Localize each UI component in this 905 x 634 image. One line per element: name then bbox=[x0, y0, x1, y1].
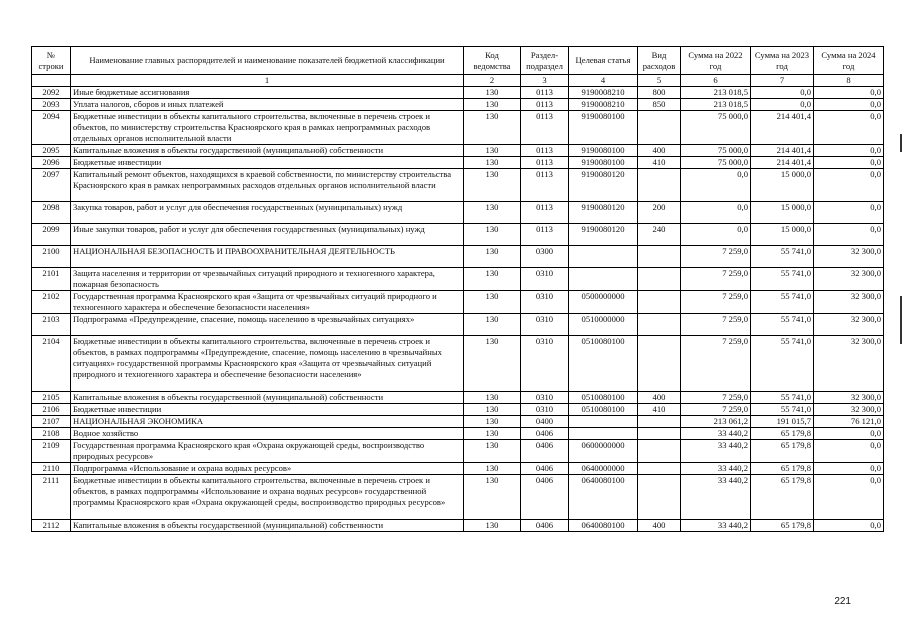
row-name: Бюджетные инвестиции в объекты капитального строительства, включенные в перечень строек и объектов, по министерству строительства Красноярского края в рамках непрограммных расходов отдельных органов исполнительной власти bbox=[71, 111, 464, 145]
header-sum-2024: Сумма на 2024 год bbox=[814, 47, 884, 75]
section-code: 0113 bbox=[521, 111, 569, 145]
row-name: Государственная программа Красноярского края «Защита от чрезвычайных ситуаций природного и техногенного характера и обеспечение безопасности населения» bbox=[71, 291, 464, 314]
row-name: Капитальные вложения в объекты государственной (муниципальной) собственности bbox=[71, 392, 464, 404]
header-department-code: Код ведомства bbox=[464, 47, 521, 75]
section-code: 0400 bbox=[521, 416, 569, 428]
table-row bbox=[32, 475, 884, 520]
section-code: 0300 bbox=[521, 246, 569, 268]
sum-2022: 33 440,2 bbox=[681, 428, 751, 440]
sum-2022: 0,0 bbox=[681, 224, 751, 246]
row-number: 2107 bbox=[32, 416, 71, 428]
row-number: 2111 bbox=[32, 475, 71, 520]
section-code: 0406 bbox=[521, 475, 569, 520]
row-number: 2100 bbox=[32, 246, 71, 268]
page-number: 221 bbox=[834, 596, 851, 607]
department-code: 130 bbox=[464, 404, 521, 416]
table-row bbox=[32, 145, 884, 157]
column-number bbox=[32, 75, 71, 87]
scan-edge-mark bbox=[900, 296, 902, 344]
sum-2024: 0,0 bbox=[814, 169, 884, 202]
row-number: 2112 bbox=[32, 520, 71, 532]
expense-type-code: 400 bbox=[638, 520, 681, 532]
row-name: Защита населения и территории от чрезвычайных ситуаций природного и техногенного характера, пожарная безопасность bbox=[71, 268, 464, 291]
column-number: 3 bbox=[521, 75, 569, 87]
sum-2022: 213 018,5 bbox=[681, 99, 751, 111]
row-name: Бюджетные инвестиции в объекты капитального строительства, включенные в перечень строек и объектов, в рамках подпрограммы «Использование и охрана водных ресурсов» государственной программы Красноярского края «Охрана окружающей среды, воспроизводство природных ресурсов» bbox=[71, 475, 464, 520]
row-name: Бюджетные инвестиции bbox=[71, 404, 464, 416]
sum-2024: 32 300,0 bbox=[814, 392, 884, 404]
row-number: 2105 bbox=[32, 392, 71, 404]
expense-type-code: 800 bbox=[638, 87, 681, 99]
department-code: 130 bbox=[464, 291, 521, 314]
sum-2023: 15 000,0 bbox=[751, 224, 814, 246]
table-row bbox=[32, 246, 884, 268]
sum-2023: 65 179,8 bbox=[751, 440, 814, 463]
expense-type-code: 400 bbox=[638, 145, 681, 157]
row-number: 2108 bbox=[32, 428, 71, 440]
expense-type-code: 240 bbox=[638, 224, 681, 246]
table-row bbox=[32, 336, 884, 392]
row-name: Подпрограмма «Предупреждение, спасение, помощь населению в чрезвычайных ситуациях» bbox=[71, 314, 464, 336]
department-code: 130 bbox=[464, 246, 521, 268]
sum-2023: 65 179,8 bbox=[751, 520, 814, 532]
header-section: Раздел-подраздел bbox=[521, 47, 569, 75]
section-code: 0406 bbox=[521, 428, 569, 440]
sum-2022: 7 259,0 bbox=[681, 246, 751, 268]
row-name: Бюджетные инвестиции в объекты капитального строительства, включенные в перечень строек и объектов, в рамках подпрограммы «Предупреждение, спасение, помощь населению в чрезвычайных ситуациях» государственной программы Красноярского края «Защита от чрезвычайных ситуаций природного и техногенного характера и обеспечение безопасности населения» bbox=[71, 336, 464, 392]
sum-2022: 7 259,0 bbox=[681, 314, 751, 336]
header-sum-2022: Сумма на 2022 год bbox=[681, 47, 751, 75]
table-row bbox=[32, 404, 884, 416]
sum-2024: 0,0 bbox=[814, 440, 884, 463]
sum-2024: 0,0 bbox=[814, 157, 884, 169]
sum-2024: 0,0 bbox=[814, 475, 884, 520]
expense-type-code bbox=[638, 169, 681, 202]
sum-2023: 65 179,8 bbox=[751, 463, 814, 475]
department-code: 130 bbox=[464, 145, 521, 157]
expense-type-code bbox=[638, 246, 681, 268]
row-name: Уплата налогов, сборов и иных платежей bbox=[71, 99, 464, 111]
target-item-code: 9190080100 bbox=[569, 157, 638, 169]
row-name: Подпрограмма «Использование и охрана водных ресурсов» bbox=[71, 463, 464, 475]
row-name: Государственная программа Красноярского края «Охрана окружающей среды, воспроизводство природных ресурсов» bbox=[71, 440, 464, 463]
sum-2022: 213 061,2 bbox=[681, 416, 751, 428]
department-code: 130 bbox=[464, 169, 521, 202]
row-number: 2110 bbox=[32, 463, 71, 475]
table-row bbox=[32, 428, 884, 440]
sum-2022: 75 000,0 bbox=[681, 157, 751, 169]
sum-2024: 0,0 bbox=[814, 520, 884, 532]
expense-type-code bbox=[638, 291, 681, 314]
department-code: 130 bbox=[464, 463, 521, 475]
department-code: 130 bbox=[464, 224, 521, 246]
sum-2022: 7 259,0 bbox=[681, 336, 751, 392]
sum-2022: 33 440,2 bbox=[681, 520, 751, 532]
sum-2023: 15 000,0 bbox=[751, 202, 814, 224]
table-row bbox=[32, 87, 884, 99]
header-sum-2023: Сумма на 2023 год bbox=[751, 47, 814, 75]
sum-2024: 0,0 bbox=[814, 463, 884, 475]
sum-2023: 214 401,4 bbox=[751, 145, 814, 157]
department-code: 130 bbox=[464, 268, 521, 291]
row-name: Капитальный ремонт объектов, находящихся в краевой собственности, по министерству строительства Красноярского края в рамках непрограммных расходов отдельных органов исполнительной власти bbox=[71, 169, 464, 202]
table-row bbox=[32, 314, 884, 336]
target-item-code: 0510080100 bbox=[569, 392, 638, 404]
expense-type-code bbox=[638, 268, 681, 291]
row-number: 2106 bbox=[32, 404, 71, 416]
section-code: 0113 bbox=[521, 157, 569, 169]
row-number: 2094 bbox=[32, 111, 71, 145]
sum-2023: 55 741,0 bbox=[751, 314, 814, 336]
table-row bbox=[32, 111, 884, 145]
sum-2024: 0,0 bbox=[814, 224, 884, 246]
expense-type-code: 200 bbox=[638, 202, 681, 224]
header-expense-type: Вид расходов bbox=[638, 47, 681, 75]
row-name: Иные бюджетные ассигнования bbox=[71, 87, 464, 99]
table-row bbox=[32, 268, 884, 291]
target-item-code: 9190080120 bbox=[569, 169, 638, 202]
table-row bbox=[32, 157, 884, 169]
target-item-code: 9190008210 bbox=[569, 99, 638, 111]
column-numbers-row bbox=[32, 75, 884, 87]
target-item-code: 9190080100 bbox=[569, 145, 638, 157]
sum-2024: 0,0 bbox=[814, 87, 884, 99]
row-number: 2109 bbox=[32, 440, 71, 463]
sum-2023: 55 741,0 bbox=[751, 291, 814, 314]
department-code: 130 bbox=[464, 336, 521, 392]
expense-type-code bbox=[638, 111, 681, 145]
expense-type-code bbox=[638, 314, 681, 336]
row-name: НАЦИОНАЛЬНАЯ ЭКОНОМИКА bbox=[71, 416, 464, 428]
department-code: 130 bbox=[464, 111, 521, 145]
sum-2024: 32 300,0 bbox=[814, 336, 884, 392]
section-code: 0310 bbox=[521, 314, 569, 336]
target-item-code: 0510080100 bbox=[569, 404, 638, 416]
row-name: Водное хозяйство bbox=[71, 428, 464, 440]
target-item-code: 0600000000 bbox=[569, 440, 638, 463]
expense-type-code bbox=[638, 428, 681, 440]
sum-2022: 33 440,2 bbox=[681, 475, 751, 520]
column-number: 7 bbox=[751, 75, 814, 87]
section-code: 0113 bbox=[521, 224, 569, 246]
row-name: Бюджетные инвестиции bbox=[71, 157, 464, 169]
sum-2023: 65 179,8 bbox=[751, 428, 814, 440]
sum-2023: 214 401,4 bbox=[751, 157, 814, 169]
sum-2023: 214 401,4 bbox=[751, 111, 814, 145]
column-number: 1 bbox=[71, 75, 464, 87]
department-code: 130 bbox=[464, 520, 521, 532]
sum-2022: 213 018,5 bbox=[681, 87, 751, 99]
department-code: 130 bbox=[464, 416, 521, 428]
budget-table bbox=[31, 46, 884, 532]
department-code: 130 bbox=[464, 87, 521, 99]
sum-2023: 55 741,0 bbox=[751, 246, 814, 268]
sum-2022: 7 259,0 bbox=[681, 291, 751, 314]
sum-2024: 0,0 bbox=[814, 111, 884, 145]
expense-type-code: 410 bbox=[638, 404, 681, 416]
department-code: 130 bbox=[464, 314, 521, 336]
row-number: 2093 bbox=[32, 99, 71, 111]
sum-2023: 55 741,0 bbox=[751, 404, 814, 416]
sum-2024: 0,0 bbox=[814, 145, 884, 157]
row-number: 2092 bbox=[32, 87, 71, 99]
table-row bbox=[32, 99, 884, 111]
expense-type-code: 410 bbox=[638, 157, 681, 169]
row-number: 2099 bbox=[32, 224, 71, 246]
header-target-item: Целевая статья bbox=[569, 47, 638, 75]
expense-type-code: 400 bbox=[638, 392, 681, 404]
column-number: 6 bbox=[681, 75, 751, 87]
sum-2024: 32 300,0 bbox=[814, 268, 884, 291]
section-code: 0406 bbox=[521, 520, 569, 532]
sum-2024: 0,0 bbox=[814, 99, 884, 111]
expense-type-code: 850 bbox=[638, 99, 681, 111]
department-code: 130 bbox=[464, 202, 521, 224]
row-number: 2104 bbox=[32, 336, 71, 392]
sum-2022: 0,0 bbox=[681, 202, 751, 224]
section-code: 0310 bbox=[521, 268, 569, 291]
column-number: 8 bbox=[814, 75, 884, 87]
sum-2023: 55 741,0 bbox=[751, 268, 814, 291]
row-name: Закупка товаров, работ и услуг для обеспечения государственных (муниципальных) нужд bbox=[71, 202, 464, 224]
sum-2023: 191 015,7 bbox=[751, 416, 814, 428]
row-name: НАЦИОНАЛЬНАЯ БЕЗОПАСНОСТЬ И ПРАВООХРАНИТЕЛЬНАЯ ДЕЯТЕЛЬНОСТЬ bbox=[71, 246, 464, 268]
sum-2024: 32 300,0 bbox=[814, 246, 884, 268]
table-row bbox=[32, 416, 884, 428]
table-row bbox=[32, 291, 884, 314]
expense-type-code bbox=[638, 475, 681, 520]
row-number: 2096 bbox=[32, 157, 71, 169]
target-item-code: 0510000000 bbox=[569, 314, 638, 336]
target-item-code: 9190080100 bbox=[569, 111, 638, 145]
row-name: Капитальные вложения в объекты государственной (муниципальной) собственности bbox=[71, 145, 464, 157]
row-number: 2102 bbox=[32, 291, 71, 314]
department-code: 130 bbox=[464, 392, 521, 404]
section-code: 0113 bbox=[521, 169, 569, 202]
sum-2022: 7 259,0 bbox=[681, 268, 751, 291]
target-item-code: 0510080100 bbox=[569, 336, 638, 392]
department-code: 130 bbox=[464, 428, 521, 440]
sum-2023: 55 741,0 bbox=[751, 336, 814, 392]
header-row-number: № строки bbox=[32, 47, 71, 75]
table-row bbox=[32, 224, 884, 246]
target-item-code: 9190008210 bbox=[569, 87, 638, 99]
target-item-code: 0640080100 bbox=[569, 475, 638, 520]
section-code: 0310 bbox=[521, 336, 569, 392]
sum-2022: 33 440,2 bbox=[681, 463, 751, 475]
target-item-code bbox=[569, 268, 638, 291]
row-number: 2103 bbox=[32, 314, 71, 336]
sum-2023: 0,0 bbox=[751, 87, 814, 99]
sum-2022: 0,0 bbox=[681, 169, 751, 202]
expense-type-code bbox=[638, 416, 681, 428]
sum-2022: 75 000,0 bbox=[681, 111, 751, 145]
expense-type-code bbox=[638, 463, 681, 475]
department-code: 130 bbox=[464, 99, 521, 111]
target-item-code bbox=[569, 416, 638, 428]
sum-2023: 0,0 bbox=[751, 99, 814, 111]
sum-2024: 76 121,0 bbox=[814, 416, 884, 428]
table-row bbox=[32, 463, 884, 475]
column-number: 5 bbox=[638, 75, 681, 87]
department-code: 130 bbox=[464, 440, 521, 463]
section-code: 0113 bbox=[521, 145, 569, 157]
target-item-code: 9190080120 bbox=[569, 202, 638, 224]
row-number: 2098 bbox=[32, 202, 71, 224]
expense-type-code bbox=[638, 440, 681, 463]
sum-2022: 7 259,0 bbox=[681, 392, 751, 404]
header-name: Наименование главных распорядителей и наименование показателей бюджетной классификации bbox=[71, 47, 464, 75]
target-item-code: 9190080120 bbox=[569, 224, 638, 246]
department-code: 130 bbox=[464, 475, 521, 520]
table-row bbox=[32, 169, 884, 202]
sum-2023: 15 000,0 bbox=[751, 169, 814, 202]
row-number: 2097 bbox=[32, 169, 71, 202]
table-row bbox=[32, 202, 884, 224]
target-item-code: 0640080100 bbox=[569, 520, 638, 532]
row-number: 2101 bbox=[32, 268, 71, 291]
table-row bbox=[32, 392, 884, 404]
target-item-code bbox=[569, 428, 638, 440]
section-code: 0310 bbox=[521, 291, 569, 314]
sum-2024: 0,0 bbox=[814, 202, 884, 224]
section-code: 0406 bbox=[521, 440, 569, 463]
sum-2022: 75 000,0 bbox=[681, 145, 751, 157]
target-item-code bbox=[569, 246, 638, 268]
column-number: 2 bbox=[464, 75, 521, 87]
sum-2022: 7 259,0 bbox=[681, 404, 751, 416]
table-row bbox=[32, 520, 884, 532]
header-row bbox=[32, 47, 884, 75]
section-code: 0113 bbox=[521, 202, 569, 224]
section-code: 0406 bbox=[521, 463, 569, 475]
section-code: 0113 bbox=[521, 99, 569, 111]
row-name: Капитальные вложения в объекты государственной (муниципальной) собственности bbox=[71, 520, 464, 532]
column-number: 4 bbox=[569, 75, 638, 87]
section-code: 0310 bbox=[521, 404, 569, 416]
department-code: 130 bbox=[464, 157, 521, 169]
sum-2022: 33 440,2 bbox=[681, 440, 751, 463]
scan-edge-mark bbox=[900, 134, 902, 152]
sum-2024: 32 300,0 bbox=[814, 291, 884, 314]
table-row bbox=[32, 440, 884, 463]
target-item-code: 0640000000 bbox=[569, 463, 638, 475]
expense-type-code bbox=[638, 336, 681, 392]
sum-2024: 0,0 bbox=[814, 428, 884, 440]
sum-2024: 32 300,0 bbox=[814, 314, 884, 336]
section-code: 0310 bbox=[521, 392, 569, 404]
sum-2023: 55 741,0 bbox=[751, 392, 814, 404]
row-name: Иные закупки товаров, работ и услуг для обеспечения государственных (муниципальных) нужд bbox=[71, 224, 464, 246]
sum-2023: 65 179,8 bbox=[751, 475, 814, 520]
row-number: 2095 bbox=[32, 145, 71, 157]
section-code: 0113 bbox=[521, 87, 569, 99]
target-item-code: 0500000000 bbox=[569, 291, 638, 314]
sum-2024: 32 300,0 bbox=[814, 404, 884, 416]
